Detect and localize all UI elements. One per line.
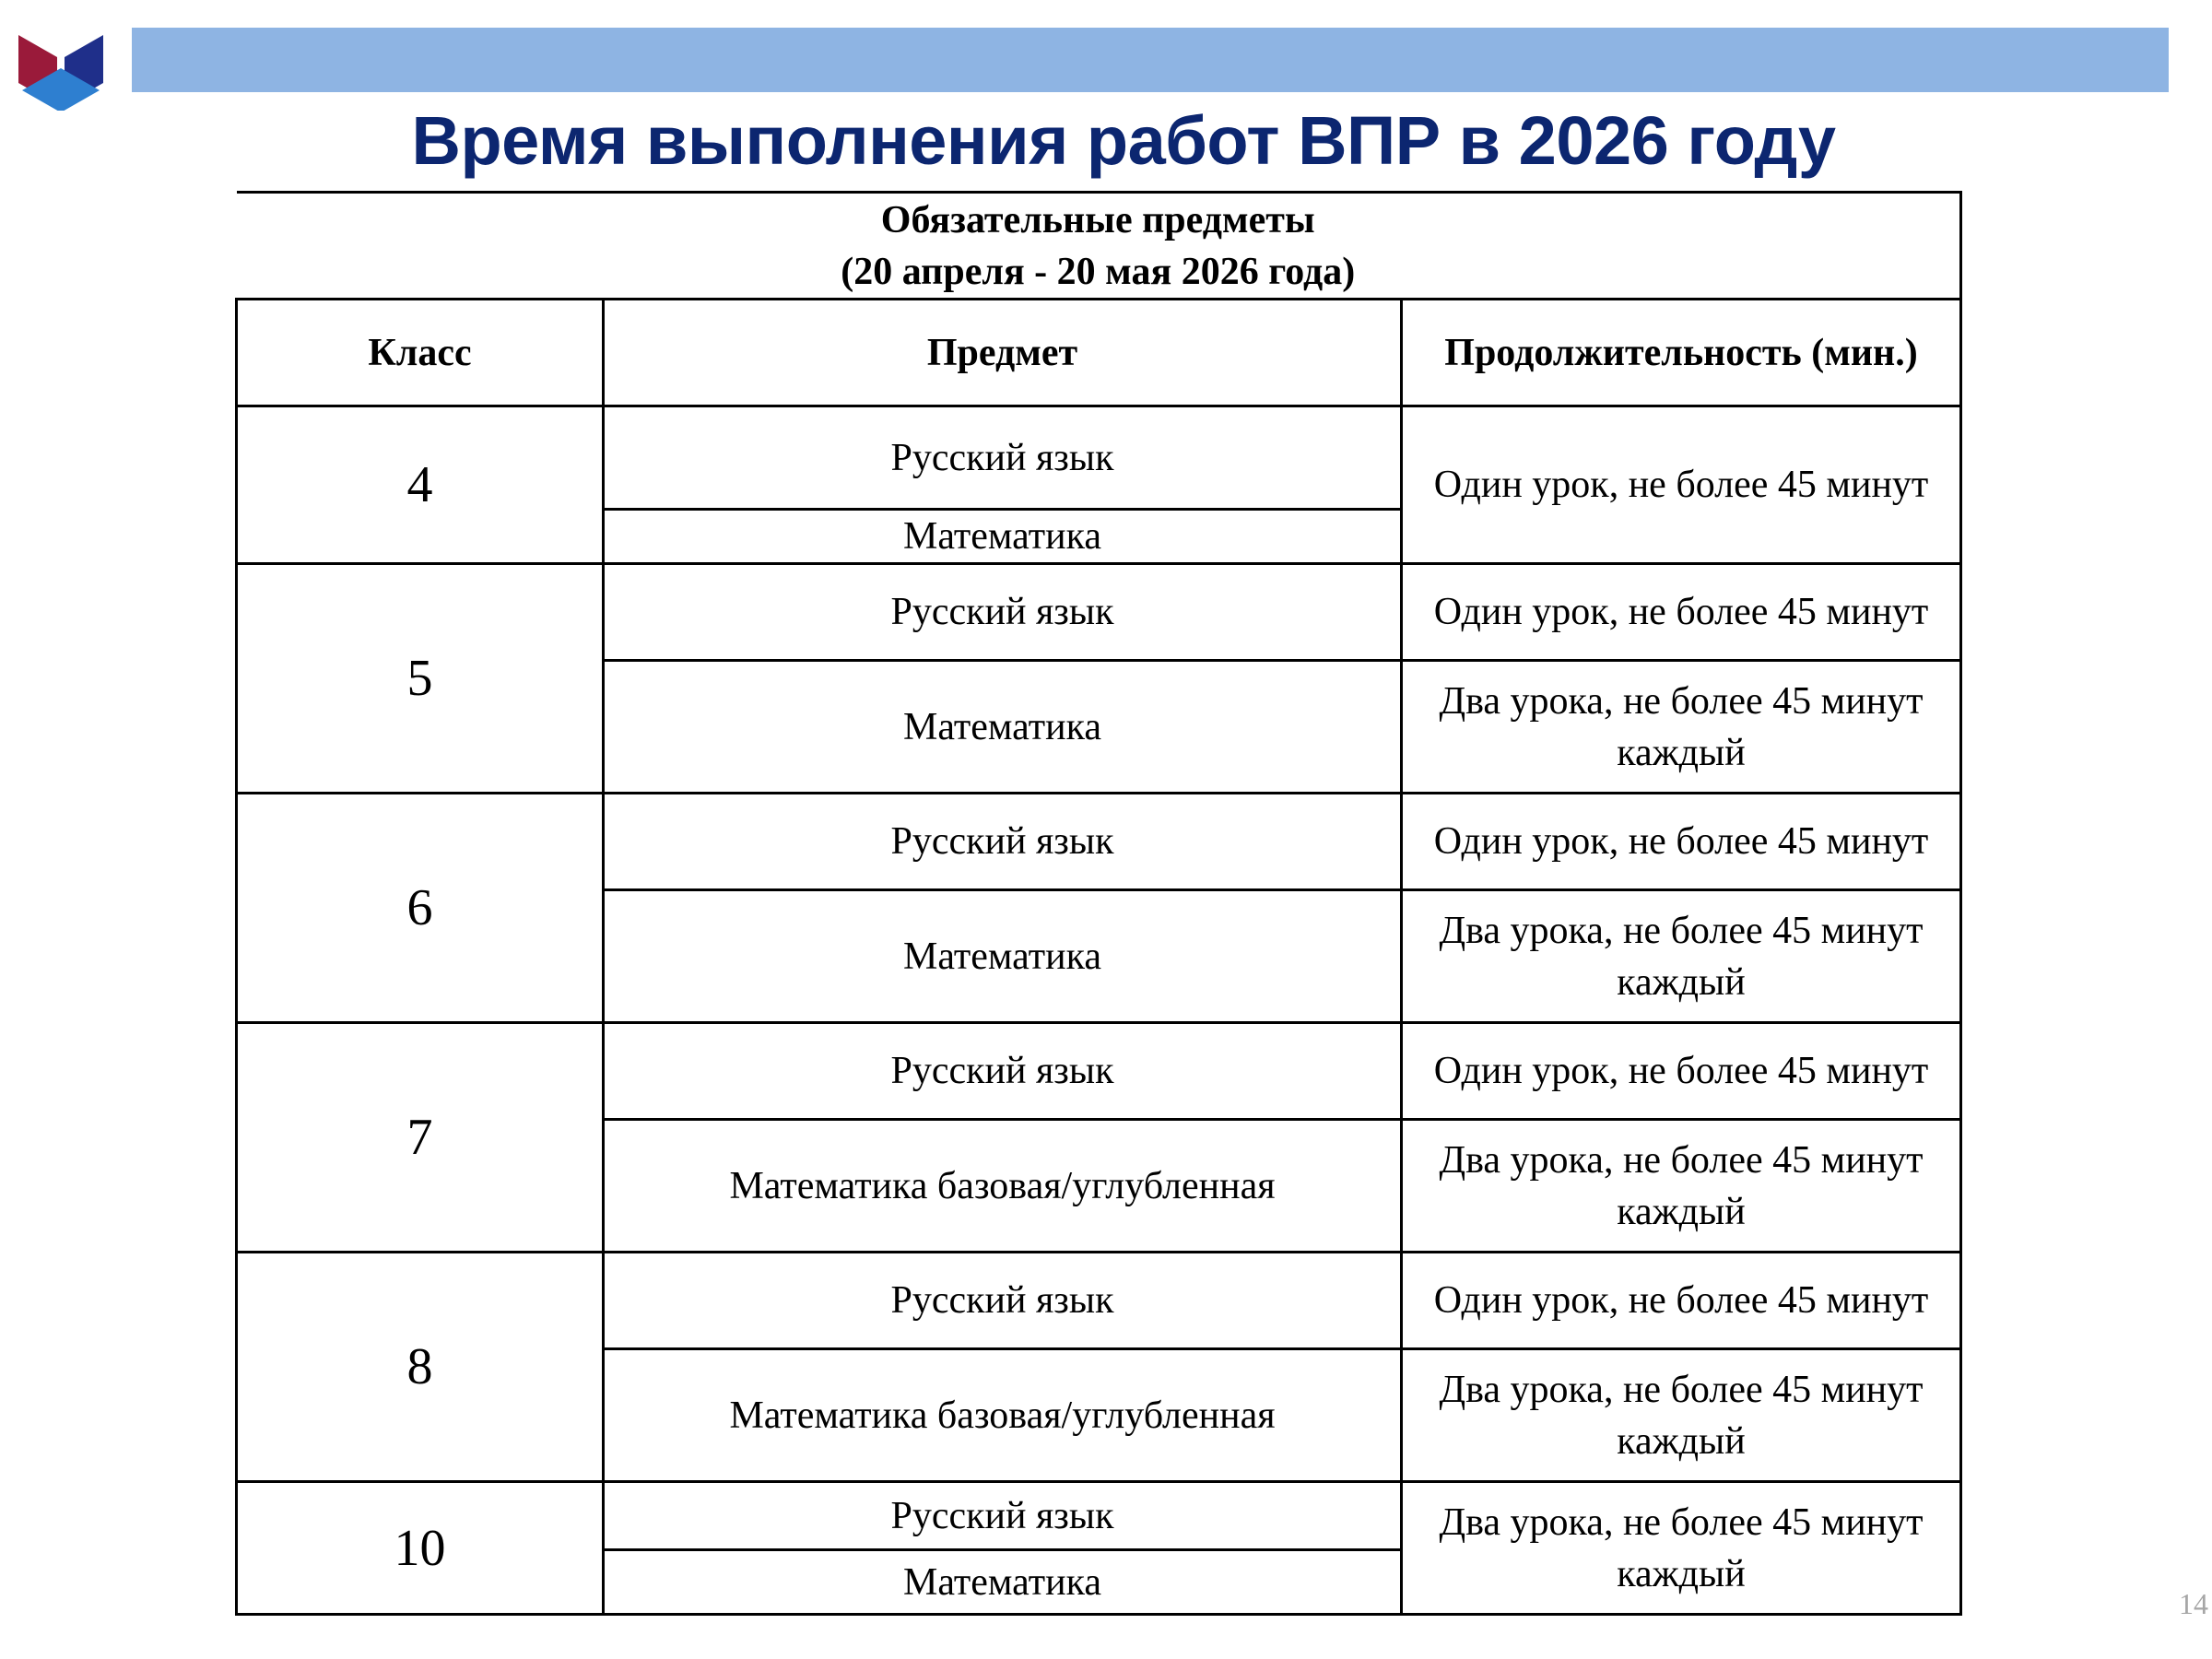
subject-cell: Математика [604,1550,1402,1615]
subject-cell: Русский язык [604,564,1402,661]
duration-cell: Два урока, не более 45 минут каждый [1402,1482,1961,1615]
duration-cell: Один урок, не более 45 минут [1402,794,1961,890]
vpr-schedule-table [235,191,1962,1616]
column-header-duration: Продолжительность (мин.) [1402,300,1961,406]
cube-logo-icon [15,9,107,111]
subject-cell: Математика [604,510,1402,564]
duration-cell: Два урока, не более 45 минут каждый [1402,1349,1961,1482]
table-row [237,1023,1961,1120]
grade-cell: 10 [237,1482,604,1615]
subject-cell: Математика [604,890,1402,1023]
table-row [237,406,1961,510]
header-row [237,300,1961,406]
table-caption [237,193,1961,300]
duration-cell: Один урок, не более 45 минут [1402,406,1961,564]
table-row [237,564,1961,661]
column-header-grade: Класс [237,300,604,406]
grade-cell: 8 [237,1253,604,1482]
page-number: 14 [2179,1587,2208,1620]
subject-cell: Русский язык [604,1482,1402,1550]
subject-cell: Русский язык [604,1253,1402,1349]
duration-cell: Один урок, не более 45 минут [1402,1253,1961,1349]
subject-cell: Математика базовая/углубленная [604,1349,1402,1482]
subject-cell: Математика базовая/углубленная [604,1120,1402,1253]
table-row [237,1253,1961,1349]
duration-cell: Два урока, не более 45 минут каждый [1402,1120,1961,1253]
subject-cell: Русский язык [604,406,1402,510]
subject-cell: Математика [604,661,1402,794]
duration-cell: Два урока, не более 45 минут каждый [1402,890,1961,1023]
duration-cell: Один урок, не более 45 минут [1402,564,1961,661]
grade-cell: 4 [237,406,604,564]
duration-cell: Два урока, не более 45 минут каждый [1402,661,1961,794]
grade-cell: 7 [237,1023,604,1253]
table-row [237,794,1961,890]
grade-cell: 5 [237,564,604,794]
header-bar [132,28,2169,92]
subject-cell: Русский язык [604,794,1402,890]
grade-cell: 6 [237,794,604,1023]
duration-cell: Один урок, не более 45 минут [1402,1023,1961,1120]
caption-dates: (20 апреля - 20 мая 2026 года) [841,250,1356,293]
caption-row [237,193,1961,300]
subject-cell: Русский язык [604,1023,1402,1120]
column-header-subject: Предмет [604,300,1402,406]
caption-title: Обязательные предметы [880,198,1315,241]
page-title: Время выполнения работ ВПР в 2026 году [411,102,1836,179]
table-row [237,1482,1961,1550]
